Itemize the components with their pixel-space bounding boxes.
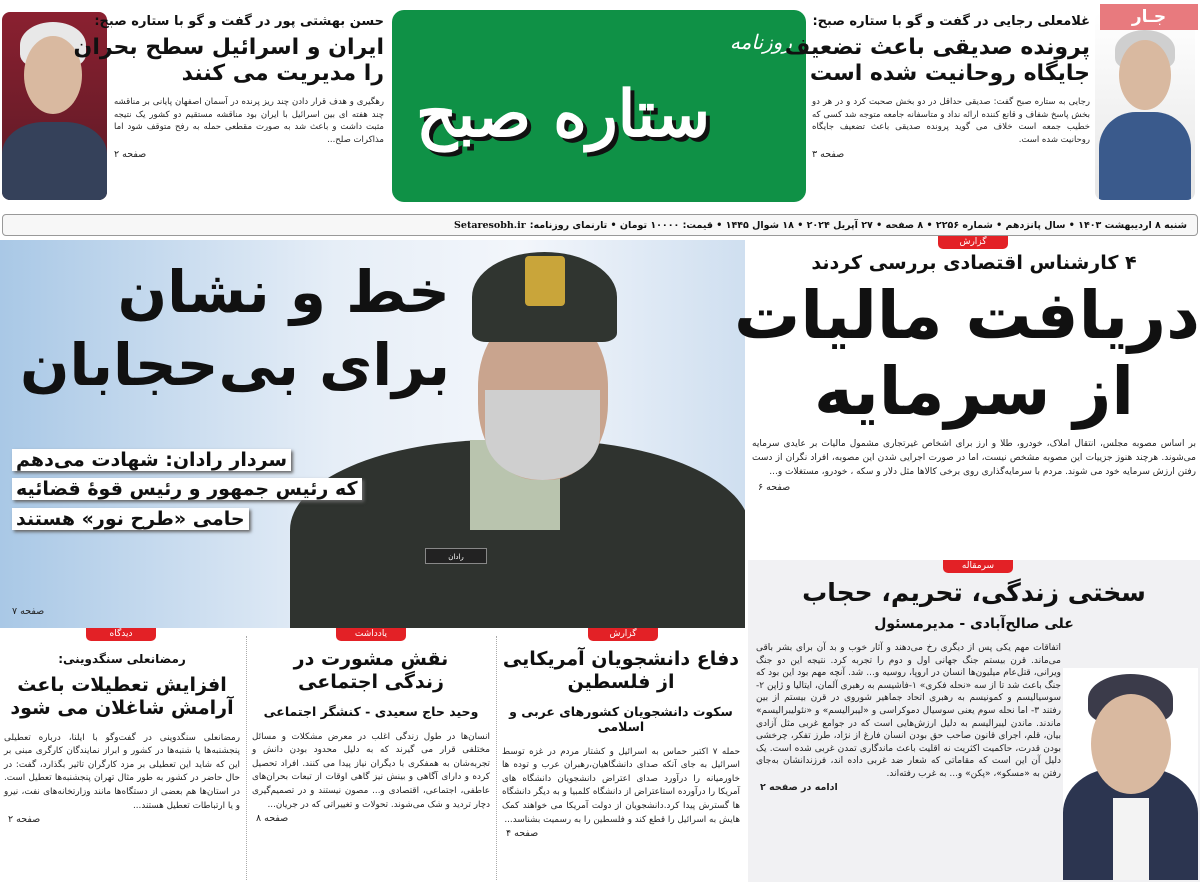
article-body: حمله ۷ اکتبر حماس به اسرائیل و کشتار مردم در غزه توسط اسرائیل به جای آنکه صدای دانشگاهیان،رهبران عرب و توده ها خاورمیانه را درآورد صدای اعتراض دانشجویان دانشگاه های آمریکا را درآورده استاعتراض از دانشگاه کلمبیا و به دیگر دانشگاه ها گسترش پیدا کرد.دانشجویان از دولت آمریکا می خواهند کمک هایش به اسرائیل را قطع کند و فلسطین را به رسمیت بشناسد...	[502, 746, 741, 825]
editorial-headline: سختی زندگی، تحریم، حجاب	[802, 578, 1146, 607]
editorial-byline: علی صالح‌آبادی - مدیرمسئول	[874, 616, 1074, 632]
interview-text	[73, 14, 384, 160]
lead-headline	[734, 277, 1200, 430]
subhead-line-1: سردار رادان: شهادت می‌دهم	[12, 449, 291, 471]
article-byline: وحید حاج سعیدی - کنشگر اجتماعی	[263, 703, 479, 719]
subhead-line-3: حامی «طرح نور» هستند	[12, 508, 249, 530]
article-text	[4, 652, 240, 825]
article-body: انسان‌ها در طول زندگی اغلب در معرض مشکلات و مسائل مختلفی قرار می گیرند که به دلیل محدود بودن دانش و تجربه‌شان به همفکری با دیگران نیاز پیدا می کنند. افراد تحصیل کرده و دارای آگاهی و بینش نیز گاهی اوقات از تبعات بحران‌های عاطفی، اجتماعی، اقتصادی و... مصون نیستند و در تصمیم‌گیری دچار تردید و شک می‌شوند. تحولات و تغییراتی که در جریان...	[252, 731, 490, 810]
kicker: غلامعلی رجایی در گفت و گو با ستاره صبح:	[812, 14, 1090, 29]
editorial-body: اتفاقات مهم یکی پس از دیگری رخ می‌دهند و آثار خوب و بد آن برای بشر باقی می‌ماند. قرن بیستم جنگ جهانی اول و دوم را تجربه کرد. نتیجه این دو جنگ ویرانی، قتل‌عام میلیون‌ها انسان در اروپا، روسیه و... شد. آنچه مهم بود این بود که جنگ باعث شد تا از سه «نحله فکری» ۱-فاشیسم به رهبری آلمان، ایتالیا و ژاپن ۲-سوسیالیسم و کمونیسم به رهبری اتحاد جماهیر شوروی در قرن بیستم از بین رفتند ۳- اما نحله سوم یعنی سوسیال دموکراسی و «لیبرالیسم» و «نئولیبرالیسم» ماندند. ماندن لیبرالیسم به دلیل ارزش‌هایی است که در جوامع غربی مثل آزادی بیان، قلم، اجرای قانون صاحب حق بودن انسان فارغ از نژاد، طرز تفکر، چرخشی بودن قدرت، حاکمیت اکثریت نه اقلیت باعث ماندگاری تمدن غربی شده است. یک دلیل آن این است که مقاماتی که شعار ضد غربی داده اند، فرزندانشان به‌جای رفتن به «مسکو»، «پکن» و... به غرب رفته‌اند.	[756, 643, 1061, 779]
article-consultation[interactable]	[248, 628, 494, 882]
lead-summary: بر اساس مصوبه مجلس، انتقال املاک، خودرو، طلا و ارز برای اشخاص غیرتجاری مشمول مالیات بر عایدی سرمایه می‌شوند. هرچند هنوز جزییات این مصوبه مشخص نیست، اما در صورت اجرایی شدن این مصوبه، افراد نگران از دست رفتن ارزش سرمایه خود می شوند. مردم با سرمایه‌گذاری روی برخی کالاها مثل دلار و سکه ، خودرو، مستغلات و...	[752, 438, 1196, 477]
section-tag: یادداشت	[336, 628, 406, 641]
section-tag: گزارش	[938, 236, 1008, 249]
headline-line-2: جایگاه روحانیت شده است	[809, 61, 1090, 87]
headline-line-1: دریافت مالیات	[734, 277, 1200, 354]
interview-text	[784, 14, 1090, 160]
article-kicker: رمضانعلی سنگدوینی:	[58, 652, 186, 666]
page-ref[interactable]: صفحه ۲	[8, 814, 41, 826]
logo-text: ستاره صبح	[415, 77, 711, 152]
website-link[interactable]: Setaresobh.ir	[454, 219, 526, 231]
headline-line-1: خط و نشان	[117, 258, 450, 326]
article-holidays[interactable]	[0, 628, 244, 882]
kicker: حسن بهشتی پور در گفت و گو با ستاره صبح:	[94, 14, 384, 29]
logo-prefix: روزنامه	[729, 30, 792, 54]
continued-ref[interactable]: ادامه در صفحه ۲	[760, 781, 838, 793]
lead-story[interactable]	[734, 236, 1200, 560]
dateline-text: شنبه ۸ اردیبهشت ۱۴۰۳ • سال پانزدهم • شماره ۲۲۵۶ • ۸ صفحه • ۲۷ آپریل ۲۰۲۴ • ۱۸ شوال ۱۴۴۵ • قیمت: ۱۰۰۰۰ تومان • تارنمای روزنامه:	[529, 219, 1187, 231]
dateline-bar	[2, 214, 1198, 236]
headline-line-2: برای بی‌حجابان	[20, 330, 450, 399]
lead-text	[734, 252, 1200, 493]
rajaei-photo	[1095, 12, 1195, 200]
headline-line-2: از سرمایه	[813, 352, 1134, 430]
headline	[784, 35, 1090, 88]
article-headline: افزایش تعطیلات باعث آرامش شاغلان می شود	[10, 674, 234, 719]
interview-rajaei[interactable]	[784, 10, 1200, 205]
section-tag: گزارش	[588, 628, 658, 641]
name-badge: رادان	[425, 548, 487, 564]
logo-box	[392, 10, 806, 202]
headline-line-1: ایران و اسرائیل سطح بحران	[73, 35, 384, 60]
headline-line-1: پرونده صدیقی باعث تضعیف	[784, 35, 1090, 60]
article-text	[502, 648, 740, 839]
lead-kicker: ۴ کارشناس اقتصادی بررسی کردند	[811, 252, 1137, 274]
section-tag: سرمقاله	[943, 560, 1013, 573]
section-tag: دیدگاه	[86, 628, 156, 641]
article-students[interactable]	[498, 628, 744, 882]
page-ref[interactable]: صفحه ۶	[758, 481, 791, 493]
interview-beheshtipour[interactable]	[0, 10, 390, 205]
headline-line-2: را مدیریت می کنند	[181, 61, 384, 87]
photo-story[interactable]	[0, 240, 745, 628]
page-ref[interactable]: صفحه ۲	[114, 148, 147, 160]
headline	[73, 35, 384, 88]
article-subhead: سکوت دانشجویان کشورهای عربی و اسلامی	[509, 703, 733, 734]
photo-story-headline	[10, 256, 450, 401]
summary: رهگیری و هدف قرار دادن چند ریز پرنده در آسمان اصفهان پایانی بر مناقشه چند هفته ای بین اسرائیل با ایران بود مناقشه مستقیم دو کشور یک نتیجه مثبت داشت و باعث شد به صورت مقطعی حمله به رفح متوقف شود اما مذاکرات صلح...	[114, 96, 384, 146]
article-headline: دفاع دانشجویان آمریکایی از فلسطین	[502, 648, 740, 693]
article-text	[252, 648, 490, 824]
photo-story-subhead	[12, 446, 362, 534]
editorial-text	[748, 578, 1200, 793]
subhead-line-2: که رئیس جمهور و رئیس قوهٔ قضائیه	[12, 478, 362, 500]
page-ref[interactable]: صفحه ۷	[12, 606, 45, 617]
summary: رجایی به ستاره صبح گفت: صدیقی حداقل در دو بخش صحبت کرد و در هر دو بخش پاسخ شفاف و قانع کننده ارائه نداد و متاسفانه جامعه متوجه شد کسی که خطیب جمعه است خلاف می گوید پرونده صدیقی باعث تضعیف جایگاه روحانیت شده است.	[812, 96, 1090, 146]
corner-logo: جـار	[1100, 4, 1198, 30]
page-ref[interactable]: صفحه ۳	[812, 148, 845, 160]
editorial[interactable]	[748, 560, 1200, 882]
page-ref[interactable]: صفحه ۸	[256, 813, 289, 825]
article-body: رمضانعلی سنگدوینی در گفت‌وگو با ایلنا، درباره تعطیلی پنجشنبه‌ها یا شنبه‌ها در کشور و ابراز نمایندگان کارگری مبنی بر این که شاید این تعطیلی بر مزد کارگران تاثیر بگذارد، گفت: در حال حاضر در کشور به طور مثال تهران پنجشنبه‌ها تعطیل است. در استان‌ها هم بعضی از دستگاه‌ها مانند وزارتخانه‌های نفت، نیرو و یا ارتباطات تعطیل هستند...	[4, 732, 240, 811]
page-ref[interactable]: صفحه ۴	[506, 828, 539, 840]
article-headline: نقش مشورت در زندگی اجتماعی	[293, 648, 449, 693]
